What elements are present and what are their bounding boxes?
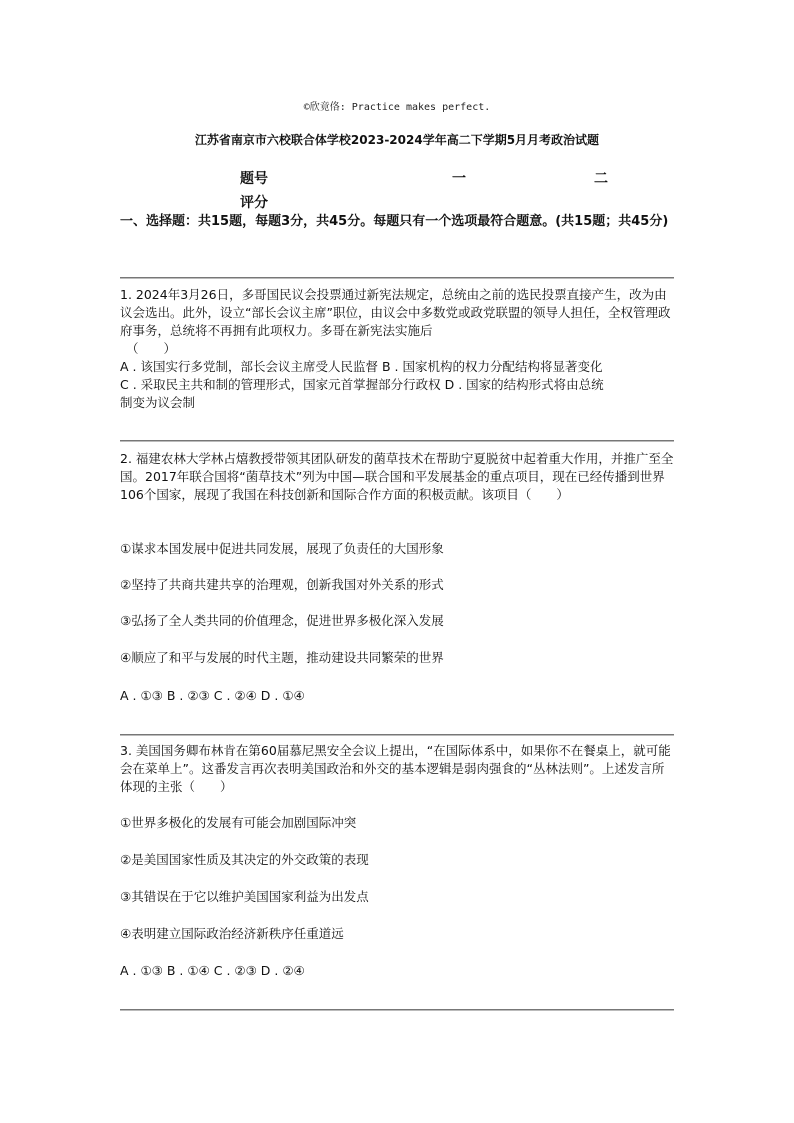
question-3-statement-2: ②是美国国家性质及其决定的外交政策的表现 [120,852,369,867]
divider [120,277,674,279]
question-1-options-line3: 制变为议会制 [120,395,196,410]
question-1-blank: （ ） [126,341,177,356]
score-table-col1: 一 [452,171,466,187]
question-1-text: 1. 2024年3月26日，多哥国民议会投票通过新宪法规定，总统由之前的选民投票直接产生，改为由议会选出。此外，设立“部长会议主席”职位，由议会中多数党或政党联盟的领导人担任，全权管理政府事务，总统将不再拥有此项权力。多哥在新宪法实施后 [120,287,671,338]
question-3-statement-1: ①世界多极化的发展有可能会加剧国际冲突 [120,815,357,830]
question-3-options: A . ①③ B . ①④ C . ②③ D . ②④ [120,963,305,978]
divider [120,440,674,442]
question-3-statement-4: ④表明建立国际政治经济新秩序任重道远 [120,926,344,941]
question-2-statement-3: ③弘扬了全人类共同的价值理念，促进世界多极化深入发展 [120,613,444,628]
header-note: ©欣竟佫: Practice makes perfect. [303,102,491,113]
divider [120,734,674,736]
score-table-col2: 二 [594,171,608,187]
question-1-options-line1: A . 该国实行多党制，部长会议主席受人民监督 B . 国家机构的权力分配结构将显著变化 [120,359,603,374]
score-table-row1-label: 题号 [240,171,268,187]
divider [120,1009,674,1011]
question-2-statement-2: ②坚持了共商共建共享的治理观，创新我国对外关系的形式 [120,577,444,592]
question-2-statement-1: ①谋求本国发展中促进共同发展，展现了负责任的大国形象 [120,541,444,556]
question-1-options-line2: C . 采取民主共和制的管理形式，国家元首掌握部分行政权 D . 国家的结构形式将由总统 [120,377,604,392]
exam-title: 江苏省南京市六校联合体学校2023-2024学年高二下学期5月月考政治试题 [194,133,600,147]
section-heading: 一、选择题：共15题，每题3分，共45分。每题只有一个选项最符合题意。(共15题；共45分) [120,214,669,229]
question-3-statement-3: ③其错误在于它以维护美国国家利益为出发点 [120,889,369,904]
question-2-options: A . ①③ B . ②③ C . ②④ D . ①④ [120,688,305,703]
question-2-statement-4: ④顺应了和平与发展的时代主题，推动建设共同繁荣的世界 [120,650,444,665]
question-2-stem: 2. 福建农林大学林占熺教授带领其团队研发的菌草技术在帮助宁夏脱贫中起着重大作用，并推广至全国。2017年联合国将“菌草技术”列为中国—联合国和平发展基金的重点项目，现在已经传播到世界106个国家，展现了我国在科技创新和国际合作方面的积极贡献。该项目（ ） [120,451,674,502]
question-3-stem: 3. 美国国务卿布林肯在第60届慕尼黑安全会议上提出，“在国际体系中，如果你不在餐桌上，就可能会在菜单上”。这番发言再次表明美国政治和外交的基本逻辑是弱肉强食的“丛林法则”。上述发言所体现的主张（ ） [120,743,671,794]
question-1-stem [120,286,676,358]
score-table-row2-label: 评分 [240,195,268,211]
